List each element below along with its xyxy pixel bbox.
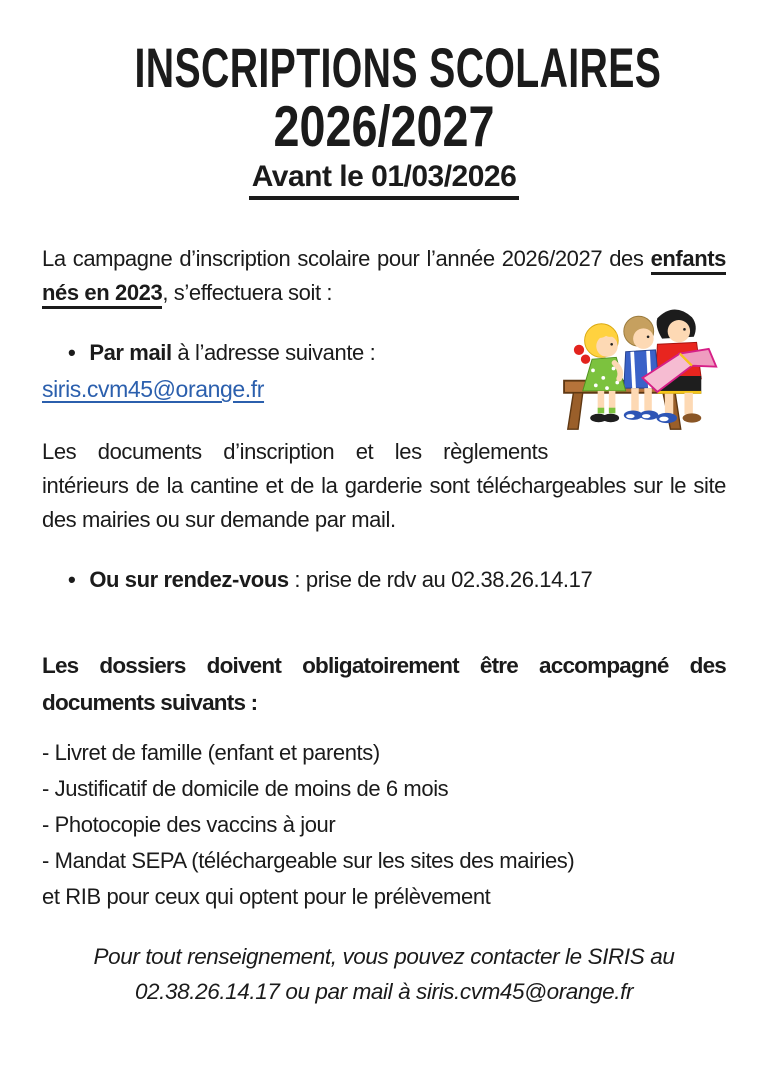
page-title-year-text: 2026/2027 bbox=[273, 93, 495, 159]
rdv-option-bold: Ou sur rendez-vous bbox=[89, 567, 289, 592]
bullet-icon: • bbox=[68, 567, 76, 592]
page-title-text: INSCRIPTIONS SCOLAIRES bbox=[134, 37, 662, 100]
doc-item-vaccins: - Photocopie des vaccins à jour bbox=[42, 812, 336, 837]
intro-pre: La campagne d’inscription scolaire pour l’année 2026/2027 des bbox=[42, 246, 651, 271]
doc-item-justificatif: - Justificatif de domicile de moins de 6 mois bbox=[42, 776, 449, 801]
page-title-year bbox=[42, 93, 726, 159]
doc-item-rib: et RIB pour ceux qui optent pour le prélèvement bbox=[42, 884, 491, 909]
intro-emphasis: enfants nés en 2023 bbox=[42, 246, 726, 309]
deadline-text: Avant le 01/03/2026 bbox=[249, 160, 520, 200]
email-link[interactable]: siris.cvm45@orange.fr bbox=[42, 376, 265, 402]
contact-footer: Pour tout renseignement, vous pouvez contacter le SIRIS au 02.38.26.14.17 ou par mail à siris.cvm45@orange.fr bbox=[93, 944, 675, 1004]
children-reading-clipart bbox=[558, 292, 726, 432]
girl-green-dress bbox=[574, 324, 626, 422]
rdv-option-item bbox=[42, 563, 726, 597]
documents-info-paragraph: Les documents d’inscription et les règlements intérieurs de la cantine et de la garderie sont téléchargeables sur le site des mairies ou sur demande par mail. bbox=[42, 439, 726, 532]
deadline-subtitle bbox=[42, 160, 726, 200]
doc-item-mandat-sepa: - Mandat SEPA (téléchargeable sur les sites des mairies) bbox=[42, 848, 575, 873]
required-docs-list bbox=[42, 735, 726, 915]
mail-option-rest: à l’adresse suivante : bbox=[171, 340, 376, 365]
doc-item-livret: - Livret de famille (enfant et parents) bbox=[42, 740, 380, 765]
bullet-icon: • bbox=[68, 340, 76, 365]
page-title bbox=[42, 37, 726, 100]
boy-overalls bbox=[624, 316, 659, 420]
mail-option-bold: Par mail bbox=[89, 340, 172, 365]
intro-post: , s’effectuera soit : bbox=[162, 280, 333, 305]
rdv-option-rest: : prise de rdv au 02.38.26.14.17 bbox=[288, 567, 593, 592]
required-docs-heading: Les dossiers doivent obligatoirement être accompagné des documents suivants : bbox=[42, 653, 726, 715]
